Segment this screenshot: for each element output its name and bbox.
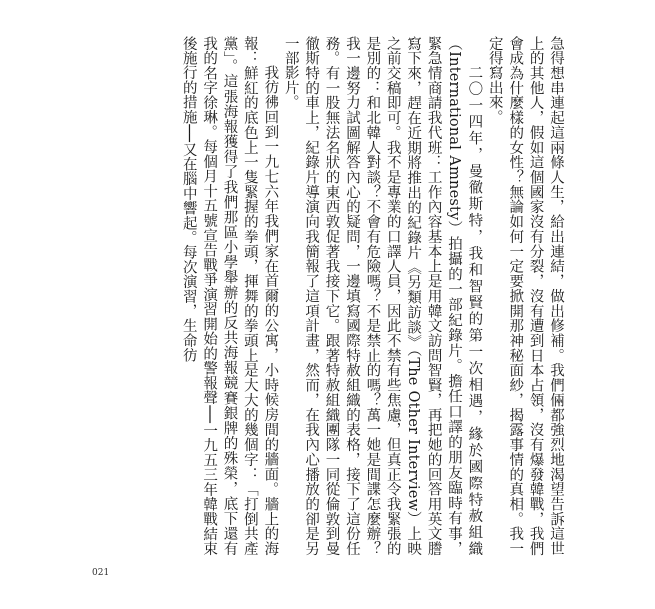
paragraph: 我彷彿回到一九七六年我們家在首爾的公寓，小時候房間的牆面。牆上的海報：鮮紅的底色上一隻緊握的拳頭，揮舞的拳頭上是大大的幾個字：「打倒共產黨」。這張海報獲得了我們那區小學舉辦的反共海報競賽銀牌的殊榮，底下還有我的名字徐琳。每個月十五號宣告戰爭演習開始的警報聲──一九五三年韓戰結束後施行的措施──又在腦中響起。每次演習，生命彷 xyxy=(180,36,279,556)
paragraph: 二〇一四年，曼徹斯特，我和智賢的第一次相遇，緣於國際特赦組織（International Amnesty）拍攝的一部紀錄片。擔任口譯的朋友臨時有事，緊急情商請我代班：工作內容基本上是用韓文訪問智賢，再把她的回答用英文謄寫下來，趕在近期將推出的紀錄片《另類訪談》（The Other Interview）上映之前交稿即可。我不是專業的口譯人員，因此不禁有些焦慮，但真正令我緊張的是別的：和北韓人對談？不會有危險嗎？不是禁止的嗎？萬一她是間諜怎麼辦？我一邊努力試圖解答內心的疑問，一邊填寫國際特赦組織的表格，接下了這份任務。有一股無法名狀的東西敦促著我接下它。跟著特赦組織團隊一同從倫敦到曼徹斯特的車上，紀錄片導演向我簡報了這項計畫，然而，在我內心播放的卻是另一部影片。 xyxy=(282,36,483,556)
page-number: 021 xyxy=(92,568,110,578)
paragraph: 急得想串連起這兩條人生，給出連結，做出修補。我們倆都強烈地渴望告訴這世上的其他人，假如這個國家沒有分裂，沒有遭到日本占領，沒有爆發韓戰，我們會成為什麼樣的女性？無論如何一定要掀開那神秘面紗，揭露事情的真相。我一定得寫出來。 xyxy=(486,36,564,556)
vertical-text-block xyxy=(86,36,566,556)
